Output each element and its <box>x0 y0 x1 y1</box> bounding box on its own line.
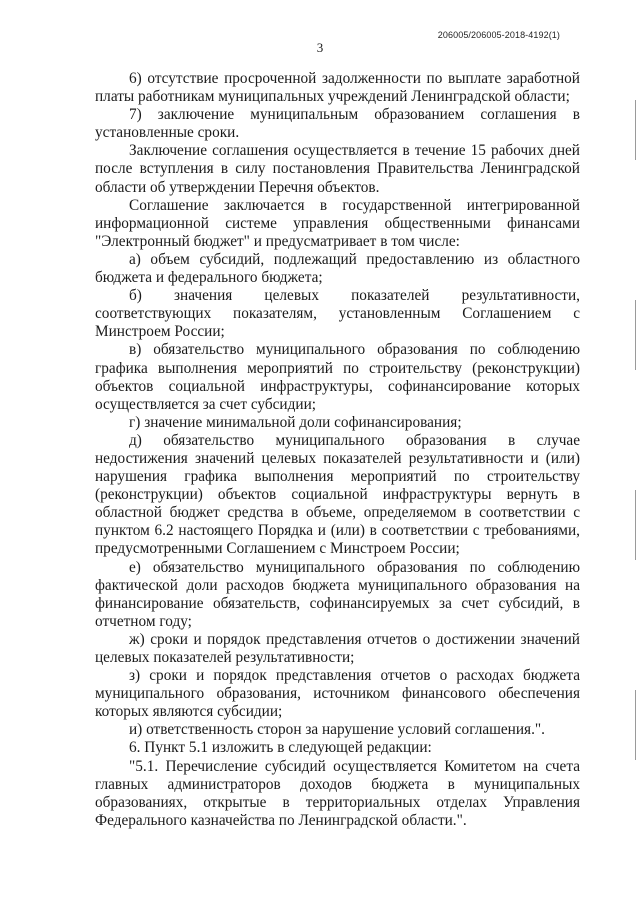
paragraph-point-6: 6. Пункт 5.1 изложить в следующей редакции: <box>129 739 432 757</box>
page-number: 3 <box>316 40 324 55</box>
scan-edge-mark <box>635 490 636 560</box>
document-body <box>95 70 580 830</box>
paragraph-item-v: в) обязательство муниципального образования по соблюдению графика выполнения мероприятий по строительству (реконструкции) объектов социальной инфраструктуры, софинансирование которых осуществляется за счет субсидии; <box>95 341 580 413</box>
scan-edge-mark <box>635 100 636 160</box>
paragraph-item-e: е) обязательство муниципального образования по соблюдению фактической доли расходов бюджета муниципального образования на финансирование обязательств, софинансируемых за счет субсидий, в отчетном году; <box>95 558 580 630</box>
paragraph-item-zh: ж) сроки и порядок представления отчетов о достижении значений целевых показателей результативности; <box>95 630 580 666</box>
scan-edge-mark <box>635 690 636 760</box>
paragraph-item-6: 6) отсутствие просроченной задолженности по выплате заработной платы работникам муниципальных учреждений Ленинградской области; <box>95 70 580 106</box>
scan-edge-mark <box>635 300 636 370</box>
paragraph-item-z: з) сроки и порядок представления отчетов о расходах бюджета муниципального образования, источником финансового обеспечения которых являются субсидии; <box>95 667 580 721</box>
paragraph-agreement-system: Соглашение заключается в государственной интегрированной информационной системе управления общественными финансами "Электронный бюджет" и предусматривает в том числе: <box>95 196 580 250</box>
paragraph-agreement-term: Заключение соглашения осуществляется в течение 15 рабочих дней после вступления в силу постановления Правительства Ленинградской области об утверждении Перечня объектов. <box>95 142 580 196</box>
paragraph-point-5-1: "5.1. Перечисление субсидий осуществляется Комитетом на счета главных администраторов доходов бюджета в муниципальных образованиях, открытые в территориальных отделах Управления Федерального казначейства по Ленинградской области.". <box>95 757 580 829</box>
paragraph-item-d: д) обязательство муниципального образования в случае недостижения значений целевых показателей результативности и (или) нарушения графика выполнения мероприятий по строительству (реконструкции) объектов социальной инфраструктуры вернуть в областной бюджет средства в объеме, определяемом в соответствии с пунктом 6.2 настоящего Порядка и (или) в соответствии с требованиями, предусмотренными Соглашением с Минстроем России; <box>95 431 580 558</box>
paragraph-item-a: а) объем субсидий, подлежащий предоставлению из областного бюджета и федерального бюджета; <box>95 250 580 287</box>
paragraph-item-g: г) значение минимальной доли софинансирования; <box>129 413 462 431</box>
paragraph-item-i: и) ответственность сторон за нарушение условий соглашения.". <box>129 721 545 739</box>
document-id: 206005/206005-2018-4192(1) <box>437 30 560 40</box>
paragraph-item-b: б) значения целевых показателей результативности, соответствующих показателям, установленным Соглашением с Минстроем России; <box>95 287 580 341</box>
paragraph-item-7: 7) заключение муниципальным образованием соглашения в установленные сроки. <box>95 106 580 142</box>
